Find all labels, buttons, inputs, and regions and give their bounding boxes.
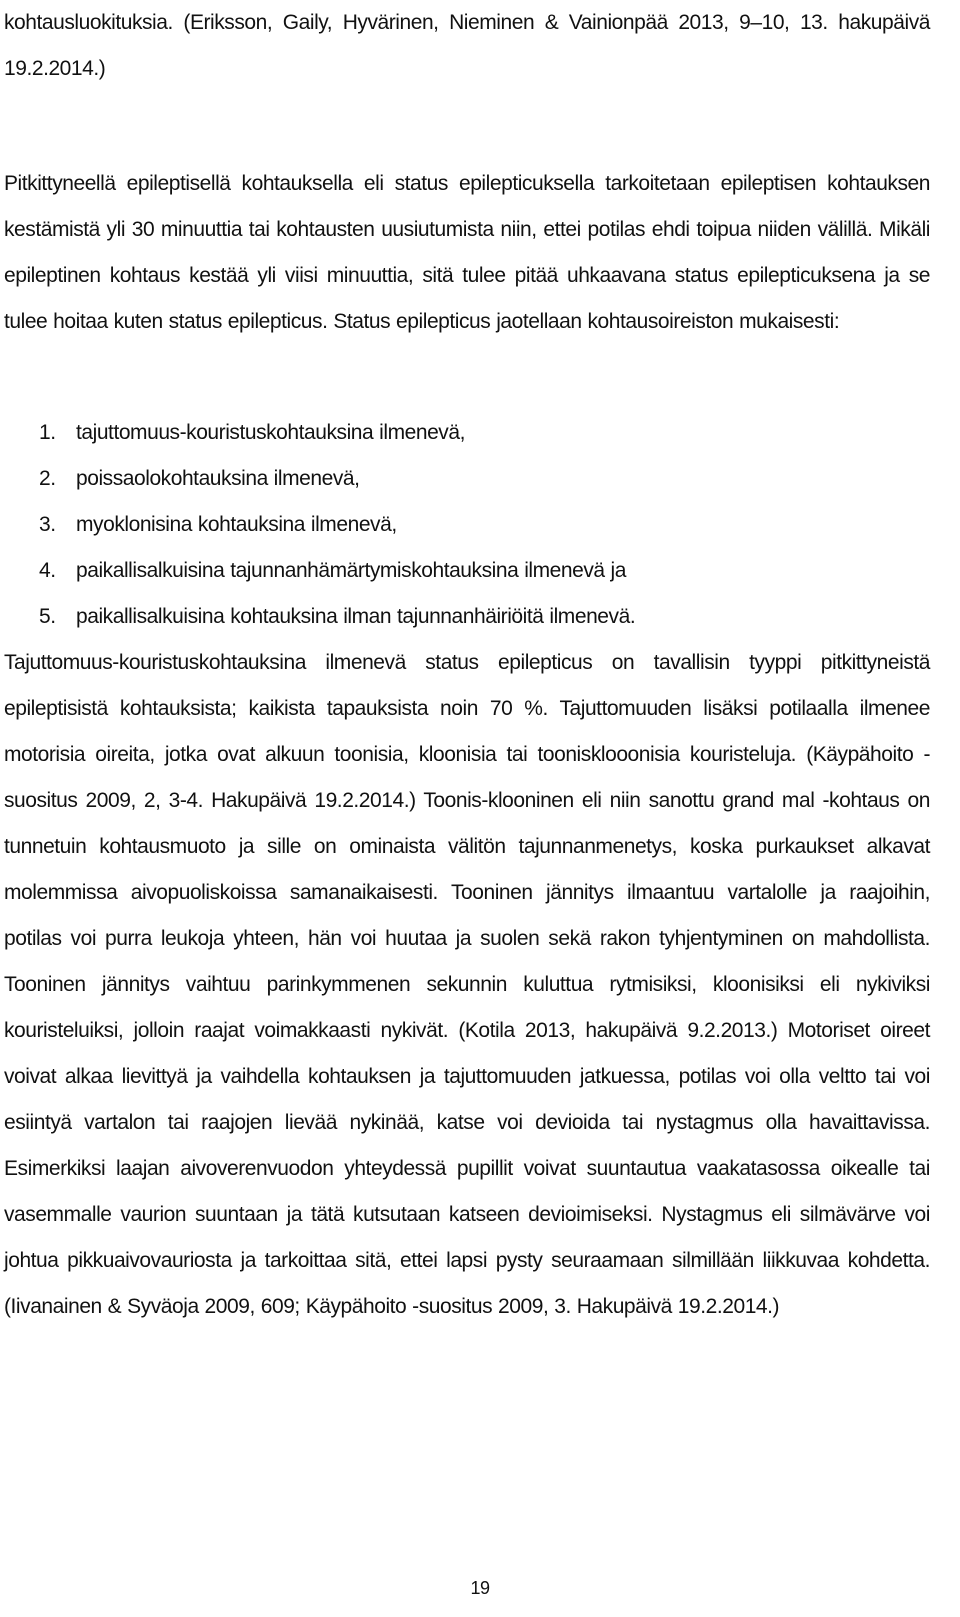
page-number: 19: [470, 1578, 490, 1598]
status-epilepticus-types-list: [4, 410, 930, 640]
list-item: [4, 502, 930, 548]
list-item-text: tajuttomuus-kouristuskohtauksina ilmenevä,: [76, 421, 465, 444]
list-item-number: 1.: [39, 421, 56, 444]
list-item-text: paikallisalkuisina tajunnanhämärtymiskohtauksina ilmenevä ja: [76, 559, 626, 582]
list-item-text: poissaolokohtauksina ilmenevä,: [76, 467, 360, 490]
list-item: [4, 594, 930, 640]
list-item-number: 2.: [39, 467, 56, 490]
paragraph-status-epilepticus-definition: Pitkittyneellä epileptisellä kohtauksella eli status epilepticuksella tarkoitetaan epileptisen kohtauksen kestämistä yli 30 minuuttia tai kohtausten uusiutumista niin, ettei potilas ehdi toipua niiden välillä. Mikäli epileptinen kohtaus kestää yli viisi minuuttia, sitä tulee pitää uhkaavana status epilepticuksena ja se tulee hoitaa kuten status epilepticus. Status epilepticus jaotellaan kohtausoireiston mukaisesti:: [4, 172, 930, 333]
list-item-text: paikallisalkuisina kohtauksina ilman tajunnanhäiriöitä ilmenevä.: [76, 605, 636, 628]
paragraph-tonic-clonic-description: Tajuttomuus-kouristuskohtauksina ilmenevä status epilepticus on tavallisin tyyppi pitkittyneistä epileptisistä kohtauksista; kaikista tapauksista noin 70 %. Tajuttomuuden lisäksi potilaalla ilmenee motorisia oireita, jotka ovat alkuun toonisia, kloonisia tai toonisklooonisia kouristeluja. (Käypähoito -suositus 2009, 2, 3-4. Hakupäivä 19.2.2014.) Toonis-klooninen eli niin sanottu grand mal -kohtaus on tunnetuin kohtausmuoto ja sille on ominaista välitön tajunnanmenetys, koska purkaukset alkavat molemmissa aivopuoliskoissa samanaikaisesti. Tooninen jännitys ilmaantuu vartalolle ja raajoihin, potilas voi purra leukoja yhteen, hän voi huutaa ja suolen sekä rakon tyhjentyminen on mahdollista. Tooninen jännitys vaihtuu parinkymmenen sekunnin kuluttua rytmisiksi, kloonisiksi eli nykiviksi kouristeluiksi, jolloin raajat voimakkaasti nykivät. (Kotila 2013, hakupäivä 9.2.2013.) Motoriset oireet voivat alkaa lievittyä ja vaihdella kohtauksen ja tajuttomuuden jatkuessa, potilas voi olla veltto tai voi esiintyä vartalon tai raajojen lievää nykinää, katse voi devioida tai nystagmus olla havaittavissa. Esimerkiksi laajan aivoverenvuodon yhteydessä pupillit voivat suuntautua vaakatasossa oikealle tai vasemmalle vaurion suuntaan ja tätä kutsutaan katseen devioimiseksi. Nystagmus eli silmävärve voi johtua pikkuaivovauriosta ja tarkoittaa sitä, ettei lapsi pysty seuraamaan silmillään liikkuvaa kohdetta. (Iivanainen & Syväoja 2009, 609; Käypähoito -suositus 2009, 3. Hakupäivä 19.2.2014.): [4, 651, 930, 1318]
list-item-number: 4.: [39, 559, 56, 582]
paragraph-lead: kohtausluokituksia. (Eriksson, Gaily, Hyvärinen, Nieminen & Vainionpää 2013, 9–10, 13. hakupäivä 19.2.2014.): [4, 11, 930, 80]
list-item: [4, 410, 930, 456]
list-item-number: 5.: [39, 605, 56, 628]
list-item-number: 3.: [39, 513, 56, 536]
list-item: [4, 456, 930, 502]
list-item: [4, 548, 930, 594]
list-item-text: myoklonisina kohtauksina ilmenevä,: [76, 513, 397, 536]
